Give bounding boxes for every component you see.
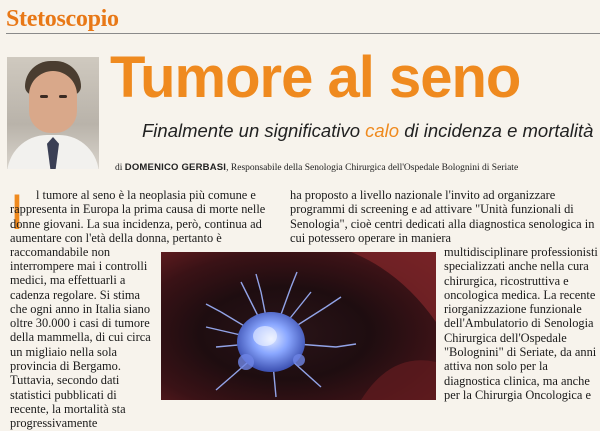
paragraph: multidisciplinare professionisti specializzati anche nella cura chirurgica, ricostruttiva e oncologica medica. La recente riorganizzazione funzionale dell'Ambulatorio di Senologia Chirurgica dell'Ospedale "Bolognini" di Seriate, da anni attiva non solo per la diagnostica clinica, ma anche per la Chirurgia Oncologica e: [444, 245, 598, 402]
section-rule: [6, 33, 600, 34]
column-1-bottom: [10, 259, 154, 431]
subtitle-text-1: Finalmente un significativo: [142, 120, 366, 141]
paragraph: interrompere mai i controlli medici, ma effettuarli a cadenza regolare. Si stima che ogni anno in Italia siano oltre 30.000 i casi di tumore della mammella, di cui circa un migliaio nella sola provincia di Bergamo. Tuttavia, secondo dati statistici pubblicati di recente, la mortalità sta progressivamente: [10, 259, 151, 431]
section-title: Stetoscopio: [6, 6, 119, 32]
author-photo: [7, 57, 99, 169]
column-2-top: [290, 188, 596, 245]
subtitle-text-2: di incidenza e mortalità: [399, 120, 594, 141]
dropcap: I: [10, 184, 24, 240]
column-1-top: [10, 184, 278, 260]
headline: Tumore al seno: [110, 45, 521, 110]
paragraph: l tumore al seno è la neoplasia più comune e rappresenta in Europa la prima causa di morte nelle donne giovani. La sua incidenza, però, continua ad aumentare con l'età della donna, pertanto è raccomandabile non: [10, 188, 266, 260]
column-2-bottom: [444, 245, 600, 402]
subtitle: [142, 120, 593, 142]
byline: [115, 162, 518, 173]
subtitle-highlight: calo: [365, 120, 400, 141]
paragraph: ha proposto a livello nazionale l'invito ad organizzare programmi di screening e ad attivare "Unità funzionali di Senologia", cioè centri dedicati alla diagnostica senologica in cui potessero operare in maniera: [290, 188, 595, 245]
byline-prefix: di: [115, 163, 125, 173]
author-name: DOMENICO GERBASI: [124, 162, 227, 173]
author-role: , Responsabile della Senologia Chirurgica dell'Ospedale Bolognini di Seriate: [226, 163, 519, 173]
cancer-cell-image: [161, 252, 436, 400]
